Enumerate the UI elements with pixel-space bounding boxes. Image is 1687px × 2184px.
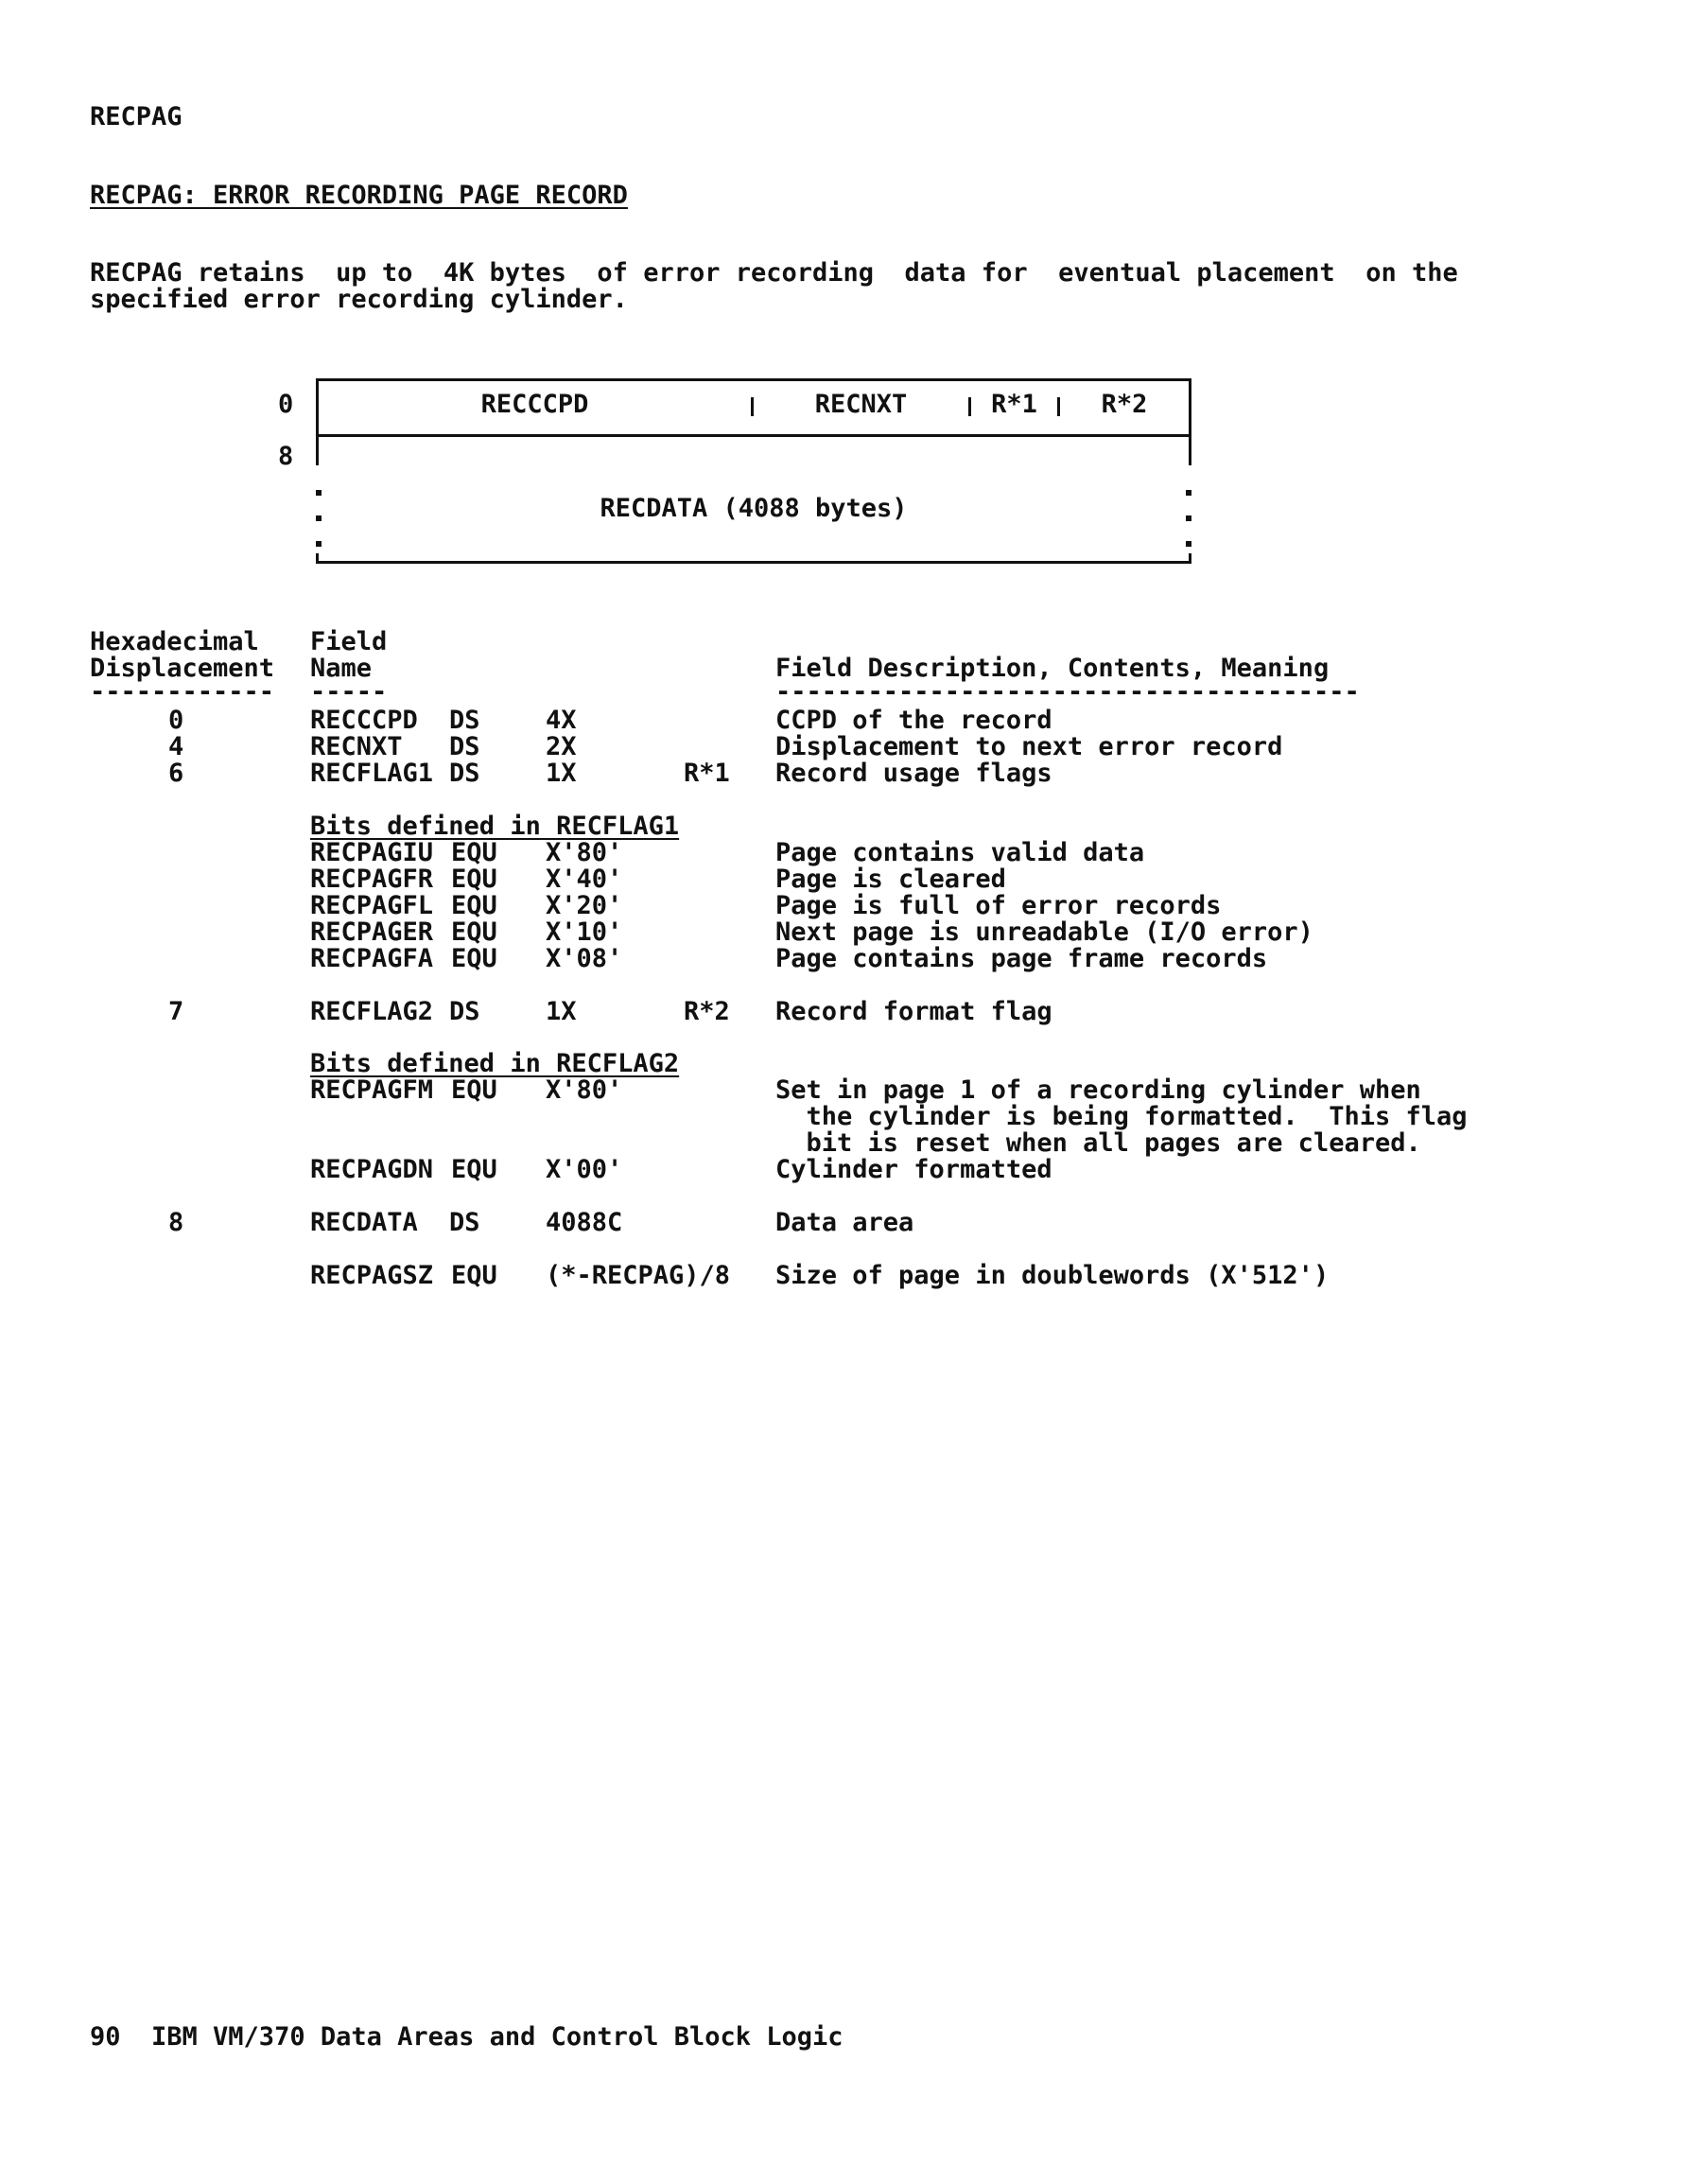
bit-name: RECPAGFM [310,1075,434,1105]
row-len: 4088C [546,1208,623,1237]
header-name-1: Field [310,627,388,656]
row-ref: R*1 [684,759,730,788]
row-len: (*-RECPAG)/8 [546,1261,731,1290]
bits-recflag2-title: Bits defined in RECFLAG2 [310,1049,680,1078]
bit-value: X'40' [546,865,623,894]
row-desc: Record usage flags [775,759,1052,788]
section-title: RECPAG: ERROR RECORDING PAGE RECORD [90,181,628,210]
row-type: DS [449,1208,480,1237]
row-name: RECNXT [310,732,403,761]
intro-line-1: RECPAG retains up to 4K bytes of error recording data for eventual placement on the [90,258,1458,288]
row-desc: Data area [775,1208,914,1237]
row-disp: 6 [168,759,184,788]
bit-type: EQU [451,891,497,920]
bit-desc-line-3: bit is reset when all pages are cleared. [775,1128,1421,1158]
bit-desc: Page contains page frame records [775,944,1268,973]
header-disp-1: Hexadecimal [90,627,259,656]
bit-desc: Page is cleared [775,865,1006,894]
row-disp: 0 [168,706,184,735]
bit-desc: Page is full of error records [775,891,1222,920]
bit-desc-line-2: the cylinder is being formatted. This flag [775,1102,1468,1131]
bit-value: X'80' [546,1075,623,1105]
diagram-field-r2: R*2 [1101,390,1148,419]
row-desc: Size of page in doublewords (X'512') [775,1261,1330,1290]
row-type: DS [449,759,480,788]
header-disp-dashes: ------------ [90,677,275,707]
row-disp: 4 [168,732,184,761]
bits-recflag1-title: Bits defined in RECFLAG1 [310,812,680,841]
header-desc-dashes: -------------------------------------- [775,677,1360,707]
diagram-field-recdata: RECDATA (4088 bytes) [600,494,908,523]
bit-type: EQU [451,838,497,867]
row-type: DS [449,706,480,735]
row-desc: Displacement to next error record [775,732,1283,761]
page-footer: 90 IBM VM/370 Data Areas and Control Block Logic [90,2022,844,2052]
bit-name: RECPAGIU [310,838,434,867]
row-name: RECFLAG2 [310,997,434,1026]
bit-type: EQU [451,944,497,973]
row-type: EQU [451,1261,497,1290]
header-disp-2: Displacement [90,654,275,683]
bit-type: EQU [451,1075,497,1105]
row-type: DS [449,997,480,1026]
row-name: RECPAGSZ [310,1261,434,1290]
header-name-dashes: ----- [310,677,388,707]
running-head: RECPAG [90,102,183,131]
bit-desc: Cylinder formatted [775,1155,1052,1184]
bit-value: X'10' [546,917,623,947]
row-disp: 7 [168,997,184,1026]
row-name: RECCCPD [310,706,418,735]
diagram-field-recccpd: RECCCPD [480,390,589,419]
bit-type: EQU [451,865,497,894]
bit-name: RECPAGFA [310,944,434,973]
bit-value: X'08' [546,944,623,973]
header-name-2: Name [310,654,373,683]
row-type: DS [449,732,480,761]
row-ref: R*2 [684,997,730,1026]
row-disp: 8 [168,1208,184,1237]
bit-desc-line-1: Set in page 1 of a recording cylinder when [775,1075,1421,1105]
intro-line-2: specified error recording cylinder. [90,285,628,314]
bit-type: EQU [451,1155,497,1184]
bit-name: RECPAGFL [310,891,434,920]
row-name: RECDATA [310,1208,418,1237]
row-desc: Record format flag [775,997,1052,1026]
row-name: RECFLAG1 [310,759,434,788]
bit-desc: Next page is unreadable (I/O error) [775,917,1313,947]
bit-desc: Page contains valid data [775,838,1145,867]
bit-value: X'80' [546,838,623,867]
row-len: 2X [546,732,577,761]
bit-name: RECPAGFR [310,865,434,894]
offset-8: 8 [278,442,294,471]
row-len: 4X [546,706,577,735]
bit-name: RECPAGER [310,917,434,947]
header-desc: Field Description, Contents, Meaning [775,654,1330,683]
row-len: 1X [546,759,577,788]
row-desc: CCPD of the record [775,706,1052,735]
diagram-field-recnxt: RECNXT [814,390,908,419]
bit-value: X'00' [546,1155,623,1184]
bit-type: EQU [451,917,497,947]
row-len: 1X [546,997,577,1026]
bit-value: X'20' [546,891,623,920]
bit-name: RECPAGDN [310,1155,434,1184]
diagram-field-r1: R*1 [991,390,1037,419]
offset-0: 0 [278,390,294,419]
